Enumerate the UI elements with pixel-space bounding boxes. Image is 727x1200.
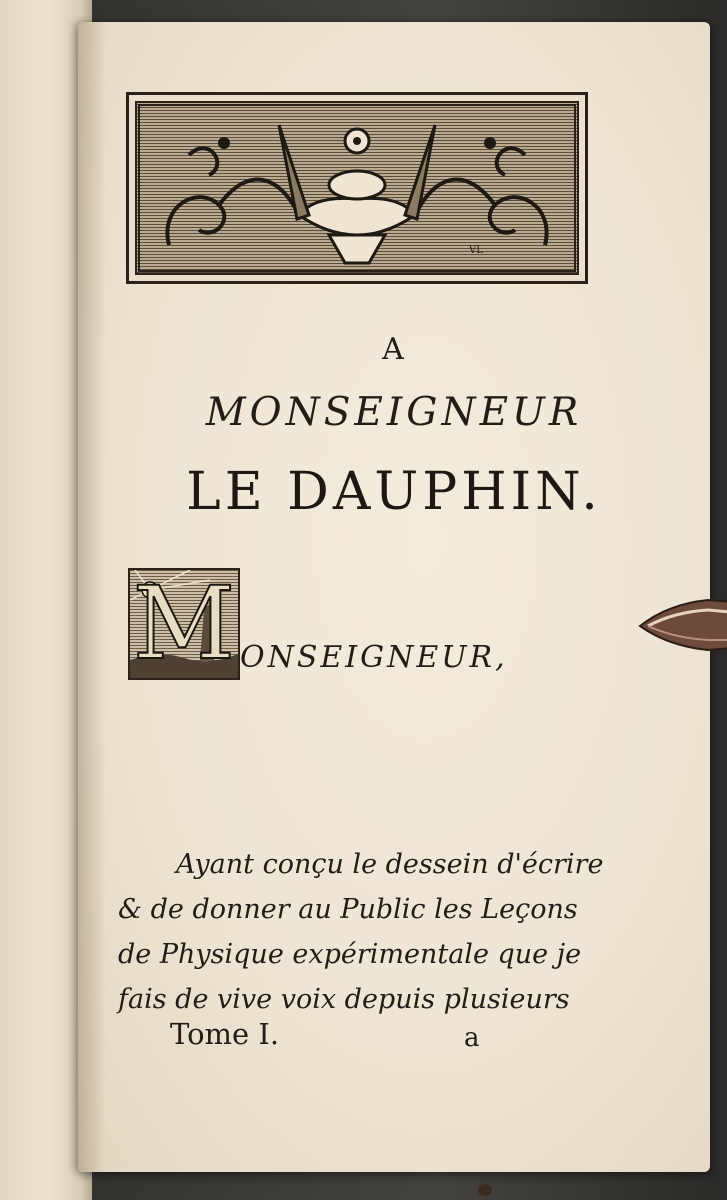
body-paragraph	[118, 842, 678, 1022]
initial-letter: M	[132, 568, 236, 680]
headpiece-ornament-icon	[129, 95, 585, 281]
dedication-a: A	[382, 332, 406, 367]
page-clip-icon	[638, 596, 727, 654]
body-line: fais de vive voix depuis plusieurs	[118, 984, 570, 1015]
signature-mark: a	[464, 1023, 480, 1053]
decorated-initial	[128, 568, 240, 680]
gutter-shadow	[78, 22, 106, 1172]
book-page	[78, 22, 710, 1172]
body-line: de Physique expérimentale que je	[118, 939, 582, 970]
volume-label: Tome I.	[170, 1017, 280, 1051]
salutation-text: ONSEIGNEUR,	[240, 640, 508, 675]
body-line: & de donner au Public les Leçons	[118, 894, 578, 925]
dedication-monseigneur: MONSEIGNEUR	[205, 390, 583, 435]
dedication-dauphin: LE DAUPHIN.	[186, 462, 602, 522]
body-line: Ayant conçu le dessein d'écrire	[176, 849, 604, 880]
engraver-mark: VL	[469, 245, 483, 256]
ornamental-headpiece	[126, 92, 588, 284]
page-hole	[478, 1184, 492, 1196]
